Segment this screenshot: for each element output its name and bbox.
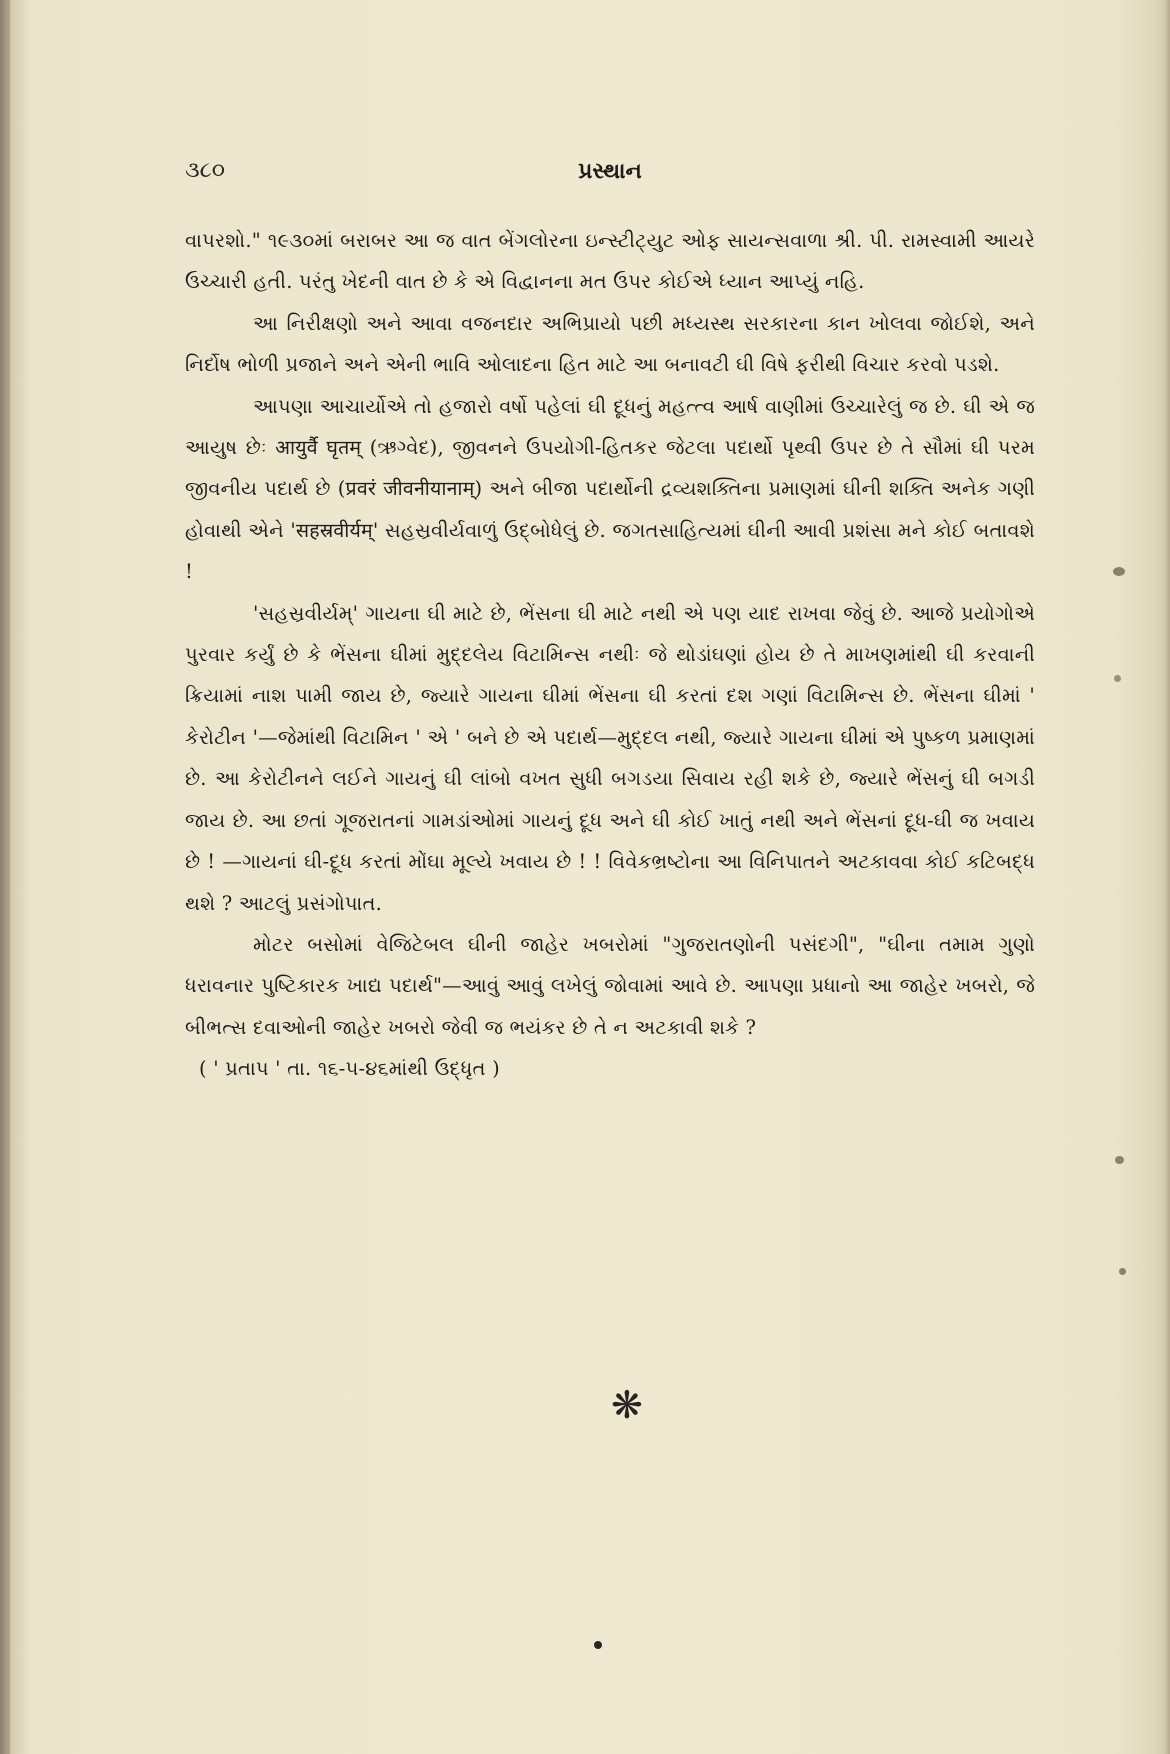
paragraph-4: 'સહસ્રવીર્યમ્' ગાયના ઘી માટે છે, ભેંસના ઘી માટે નથી એ પણ યાદ રાખવા જેવું છે. આજે પ્રયોગોએ પુરવાર કર્યું છે કે ભેંસના ઘીમાં મુદ્દલેય વિટામિન્સ નથીઃ જે થોડાંઘણાં હોય છે તે માખણમાંથી ઘી કરવાની ક્રિયામાં નાશ પામી જાય છે, જ્યારે ગાયના ઘીમાં ભેંસના ઘી કરતાં દશ ગણાં વિટામિન્સ છે. ભેંસના ઘીમાં ' કેરોટીન '—જેમાંથી વિટામિન ' એ ' બને છે એ પદાર્થ—મુદ્દલ નથી, જ્યારે ગાયના ઘીમાં એ પુષ્કળ પ્રમાણમાં છે. આ કેરોટીનને લઈને ગાયનું ઘી લાંબો વખત સુધી બગડયા સિવાય રહી શકે છે, જ્યારે ભેંસનું ઘી બગડી જાય છે. આ છતાં ગૂજરાતનાં ગામડાંઓમાં ગાયનું દૂધ અને ઘી કોઈ ખાતું નથી અને ભેંસનાં દૂધ-ઘી જ ખવાય છે ! —ગાયનાં ઘી-દૂધ કરતાં મોંઘા મૂલ્યે ખવાય છે ! ! વિવેકભ્રષ્ટોના આ વિનિપાતને અટકાવવા કોઈ કટિબદ્ધ થશે ? આટલું પ્રસંગોપાત. (185, 601, 1035, 915)
paper-blemish (1119, 1268, 1126, 1275)
page-left-edge (0, 0, 10, 1754)
section-ornament: ❋ (611, 1383, 643, 1427)
page-number: ૩૮૦ (185, 158, 225, 183)
source-citation: ( ' પ્રતાપ ' તા. ૧૬-૫-૪૬માંથી ઉદ્ધૃત ) (199, 1057, 500, 1081)
paragraph-1: વાપરશો." ૧૯૩૦માં બરાબર આ જ વાત બેંગલોરના ઇન્સ્ટીટ્યુટ ઓફ સાયન્સવાળા શ્રી. પી. રામસ્વામી આયરે ઉચ્ચારી હતી. પરંતુ ખેદની વાત છે કે એ વિદ્વાનના મત ઉપર કોઈએ ધ્યાન આપ્યું નહિ. (185, 229, 1035, 294)
page-right-edge (1164, 0, 1170, 1754)
paper-blemish (1113, 567, 1125, 576)
paper-blemish (1114, 675, 1121, 682)
ink-dot (594, 1641, 602, 1649)
article-body (185, 220, 1035, 1090)
running-title: પ્રસ્થાન (578, 158, 642, 184)
paragraph-3: આપણા આચાર્યોએ તો હજારો વર્ષો પહેલાં ઘી દૂધનું મહત્ત્વ આર્ષ વાણીમાં ઉચ્ચારેલું જ છે. ઘી એ જ આયુષ છેઃ आयुर्वै घृतम् (ઋગ્વેદ), જીવનને ઉપયોગી-હિતકર જેટલા પદાર્થો પૃથ્વી ઉપર છે તે સૌમાં ઘી પરમ જીવનીય પદાર્થ છે (प्रवरं जीवनीयानाम्) અને બીજા પદાર્થોની દ્રવ્યશક્તિના પ્રમાણમાં ઘીની શક્તિ અનેક ગણી હોવાથી એને 'सहस्रवीर्यम्' સહસ્રવીર્યવાળું ઉદ્બોધેલું છે. જગતસાહિત્યમાં ઘીની આવી પ્રશંસા મને કોઈ બતાવશે ! (185, 394, 1035, 584)
paragraph-5: મોટર બસોમાં વેજિટેબલ ઘીની જાહેર ખબરોમાં "ગુજરાતણોની પસંદગી", "ઘીના તમામ ગુણો ધરાવનાર પુષ્ટિકારક ખાદ્ય પદાર્થ"—આવું આવું લખેલું જોવામાં આવે છે. આપણા પ્રધાનો આ જાહેર ખબરો, જે બીભત્સ દવાઓની જાહેર ખબરો જેવી જ ભયંકર છે તે ન અટકાવી શકે ? (185, 932, 1035, 1039)
page-header (185, 158, 1035, 192)
paragraph-2: આ નિરીક્ષણો અને આવા વજનદાર અભિપ્રાયો પછી મધ્યસ્થ સરકારના કાન ખોલવા જોઈશે, અને નિર્દોષ ભોળી પ્રજાને અને એની ભાવિ ઓલાદના હિત માટે આ બનાવટી ઘી વિષે ફરીથી વિચાર કરવો પડશે. (185, 311, 1035, 377)
paper-blemish (1115, 1156, 1124, 1164)
